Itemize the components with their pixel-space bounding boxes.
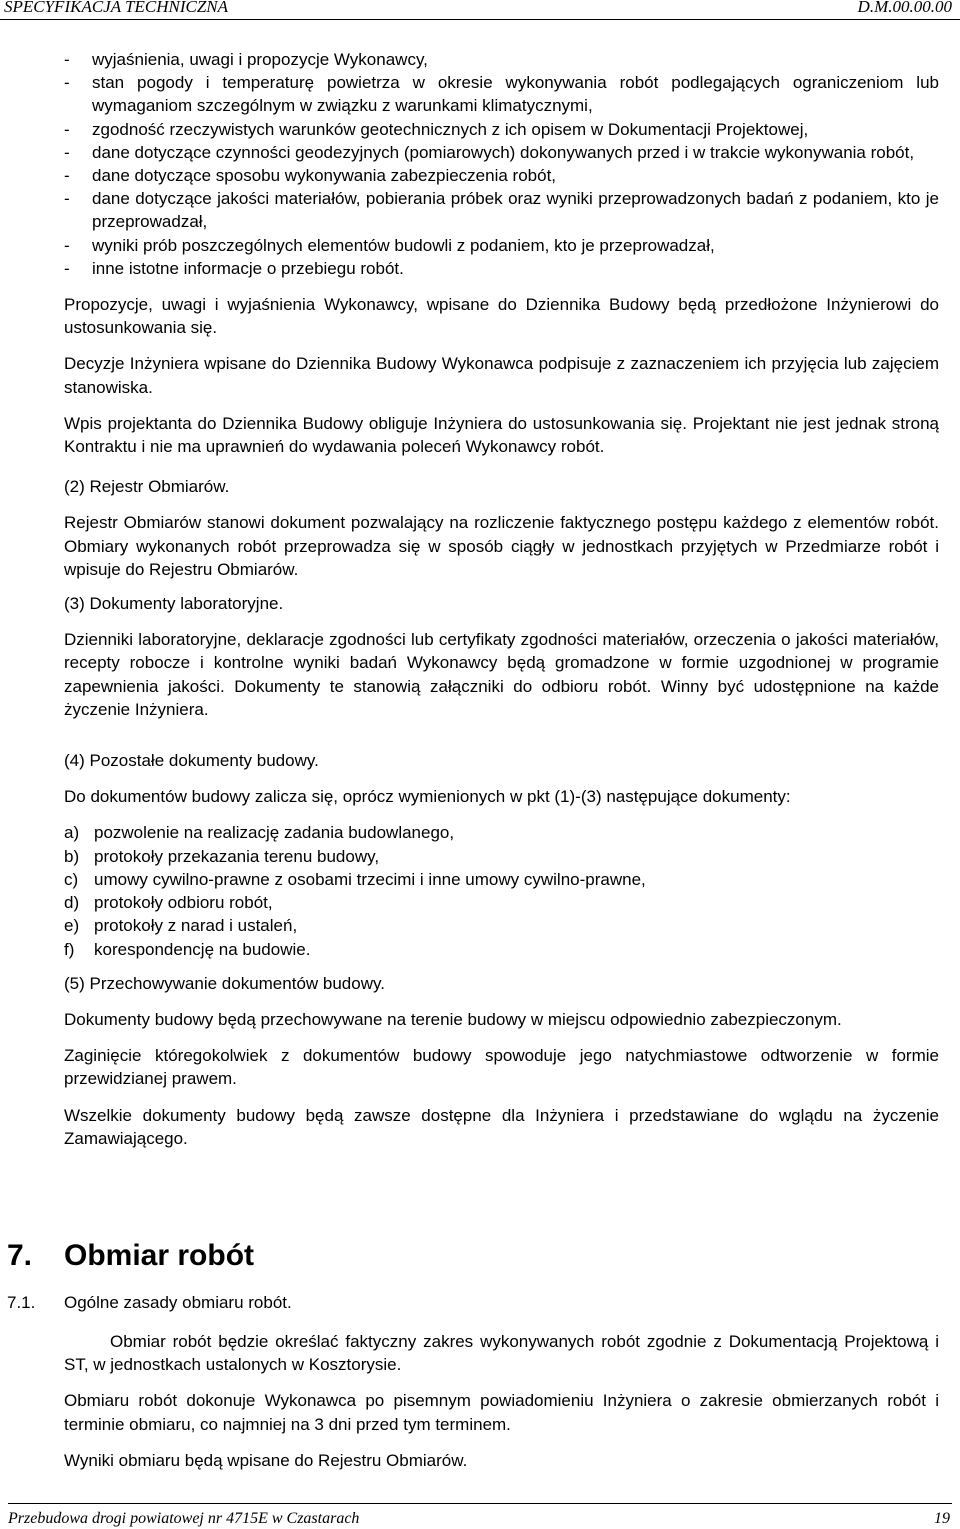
paragraph: Do dokumentów budowy zalicza się, oprócz wymienionych w pkt (1)-(3) następujące dokumenty: — [64, 787, 791, 807]
paragraph: Propozycje, uwagi i wyjaśnienia Wykonawcy, wpisane do Dziennika Budowy będą przedłożone Inżynierowi do ustosunkowania się. — [64, 295, 939, 338]
list-item: - zgodność rzeczywistych warunków geotechnicznych z ich opisem w Dokumentacji Projektowej, — [64, 118, 939, 141]
list-item: d) protokoły odbioru robót, — [64, 893, 273, 913]
subsection-number: 7.1. — [7, 1293, 36, 1312]
paragraph: Dzienniki laboratoryjne, deklaracje zgodności lub certyfikaty zgodności materiałów, orzeczenia o jakości materiałów, recepty robocze i kontrolne wyniki badań Wykonawcy będą gromadzone w formie uzgodnionej w programie zapewnienia jakości. Dokumenty te stanowią załączniki do odbioru robót. Winny być udostępnione na każde życzenie Inżyniera. — [64, 630, 939, 719]
header-rule — [0, 19, 960, 20]
subheading: (3) Dokumenty laboratoryjne. — [64, 594, 284, 614]
subsection-title: Ogólne zasady obmiaru robót. — [64, 1293, 292, 1312]
footer-project: Przebudowa drogi powiatowej nr 4715E w Czastarach — [8, 1510, 360, 1527]
list-item: - dane dotyczące jakości materiałów, pobierania próbek oraz wyniki przeprowadzonych badań z podaniem, kto je przeprowadzał, — [64, 187, 939, 233]
paragraph: Decyzje Inżyniera wpisane do Dziennika Budowy Wykonawca podpisuje z zaznaczeniem ich przyjęcia lub zajęciem stanowiska. — [64, 354, 939, 397]
paragraph: Obmiaru robót dokonuje Wykonawca po pisemnym powiadomieniu Inżyniera o zakresie obmierzanych robót i terminie obmiaru, co najmniej na 3 dni przed tym terminem. — [64, 1391, 939, 1434]
list-item: - stan pogody i temperaturę powietrza w okresie wykonywania robót podlegających ograniczeniom lub wymaganiom szczególnym w związku z warunkami klimatycznymi, — [64, 71, 939, 117]
header-code: D.M.00.00.00 — [857, 0, 952, 16]
list-item: - wyniki prób poszczególnych elementów budowli z podaniem, kto je przeprowadzał, — [64, 234, 939, 257]
subheading: (5) Przechowywanie dokumentów budowy. — [64, 973, 385, 993]
page-number: 19 — [934, 1510, 950, 1527]
paragraph: Obmiar robót będzie określać faktyczny zakres wykonywanych robót zgodnie z Dokumentacją Projektową i ST, w jednostkach ustalonych w Kosztorysie. — [64, 1332, 939, 1375]
body-text — [64, 48, 939, 1150]
list-item: c) umowy cywilno-prawne z osobami trzecimi i inne umowy cywilno-prawne, — [64, 869, 646, 889]
subheading: (2) Rejestr Obmiarów. — [64, 477, 230, 497]
paragraph: Zaginięcie któregokolwiek z dokumentów budowy spowoduje jego natychmiastowe odtworzenie w formie przewidzianej prawem. — [64, 1046, 939, 1089]
subheading: (4) Pozostałe dokumenty budowy. — [64, 751, 319, 771]
list-item: e) protokoły z narad i ustaleń, — [64, 916, 298, 936]
section-title: Obmiar robót — [64, 1239, 255, 1272]
header-title: SPECYFIKACJA TECHNICZNA — [4, 0, 229, 16]
list-item: - dane dotyczące sposobu wykonywania zabezpieczenia robót, — [64, 164, 939, 187]
list-item: a) pozwolenie na realizację zadania budowlanego, — [64, 823, 455, 843]
list-item: - wyjaśnienia, uwagi i propozycje Wykonawcy, — [64, 48, 939, 71]
page-footer — [0, 1500, 960, 1529]
footer-rule — [8, 1503, 952, 1504]
paragraph: Dokumenty budowy będą przechowywane na terenie budowy w miejscu odpowiednio zabezpieczonym. — [64, 1009, 842, 1029]
paragraph: Wszelkie dokumenty budowy będą zawsze dostępne dla Inżyniera i przedstawiane do wglądu na życzenie Zamawiającego. — [64, 1105, 939, 1148]
list-item: - inne istotne informacje o przebiegu robót. — [64, 257, 939, 280]
list-item: - dane dotyczące czynności geodezyjnych (pomiarowych) dokonywanych przed i w trakcie wykonywania robót, — [64, 141, 939, 164]
alpha-list — [64, 821, 939, 960]
paragraph: Wpis projektanta do Dziennika Budowy obliguje Inżyniera do ustosunkowania się. Projektant nie jest jednak stroną Kontraktu i nie ma uprawnień do wydawania poleceń Wykonawcy robót. — [64, 413, 939, 457]
paragraph: Rejestr Obmiarów stanowi dokument pozwalający na rozliczenie faktycznego postępu każdego z elementów robót. Obmiary wykonanych robót przeprowadza się w sposób ciągły w jednostkach przyjętych w Przedmiarze robót i wpisuje do Rejestru Obmiarów. — [64, 513, 939, 579]
section-number: 7. — [7, 1239, 33, 1272]
paragraph: Wyniki obmiaru będą wpisane do Rejestru Obmiarów. — [64, 1450, 468, 1470]
list-item: f) korespondencję na budowie. — [64, 939, 311, 959]
list-item: b) protokoły przekazania terenu budowy, — [64, 846, 380, 866]
section-body — [64, 1330, 939, 1472]
page-header — [0, 0, 960, 22]
